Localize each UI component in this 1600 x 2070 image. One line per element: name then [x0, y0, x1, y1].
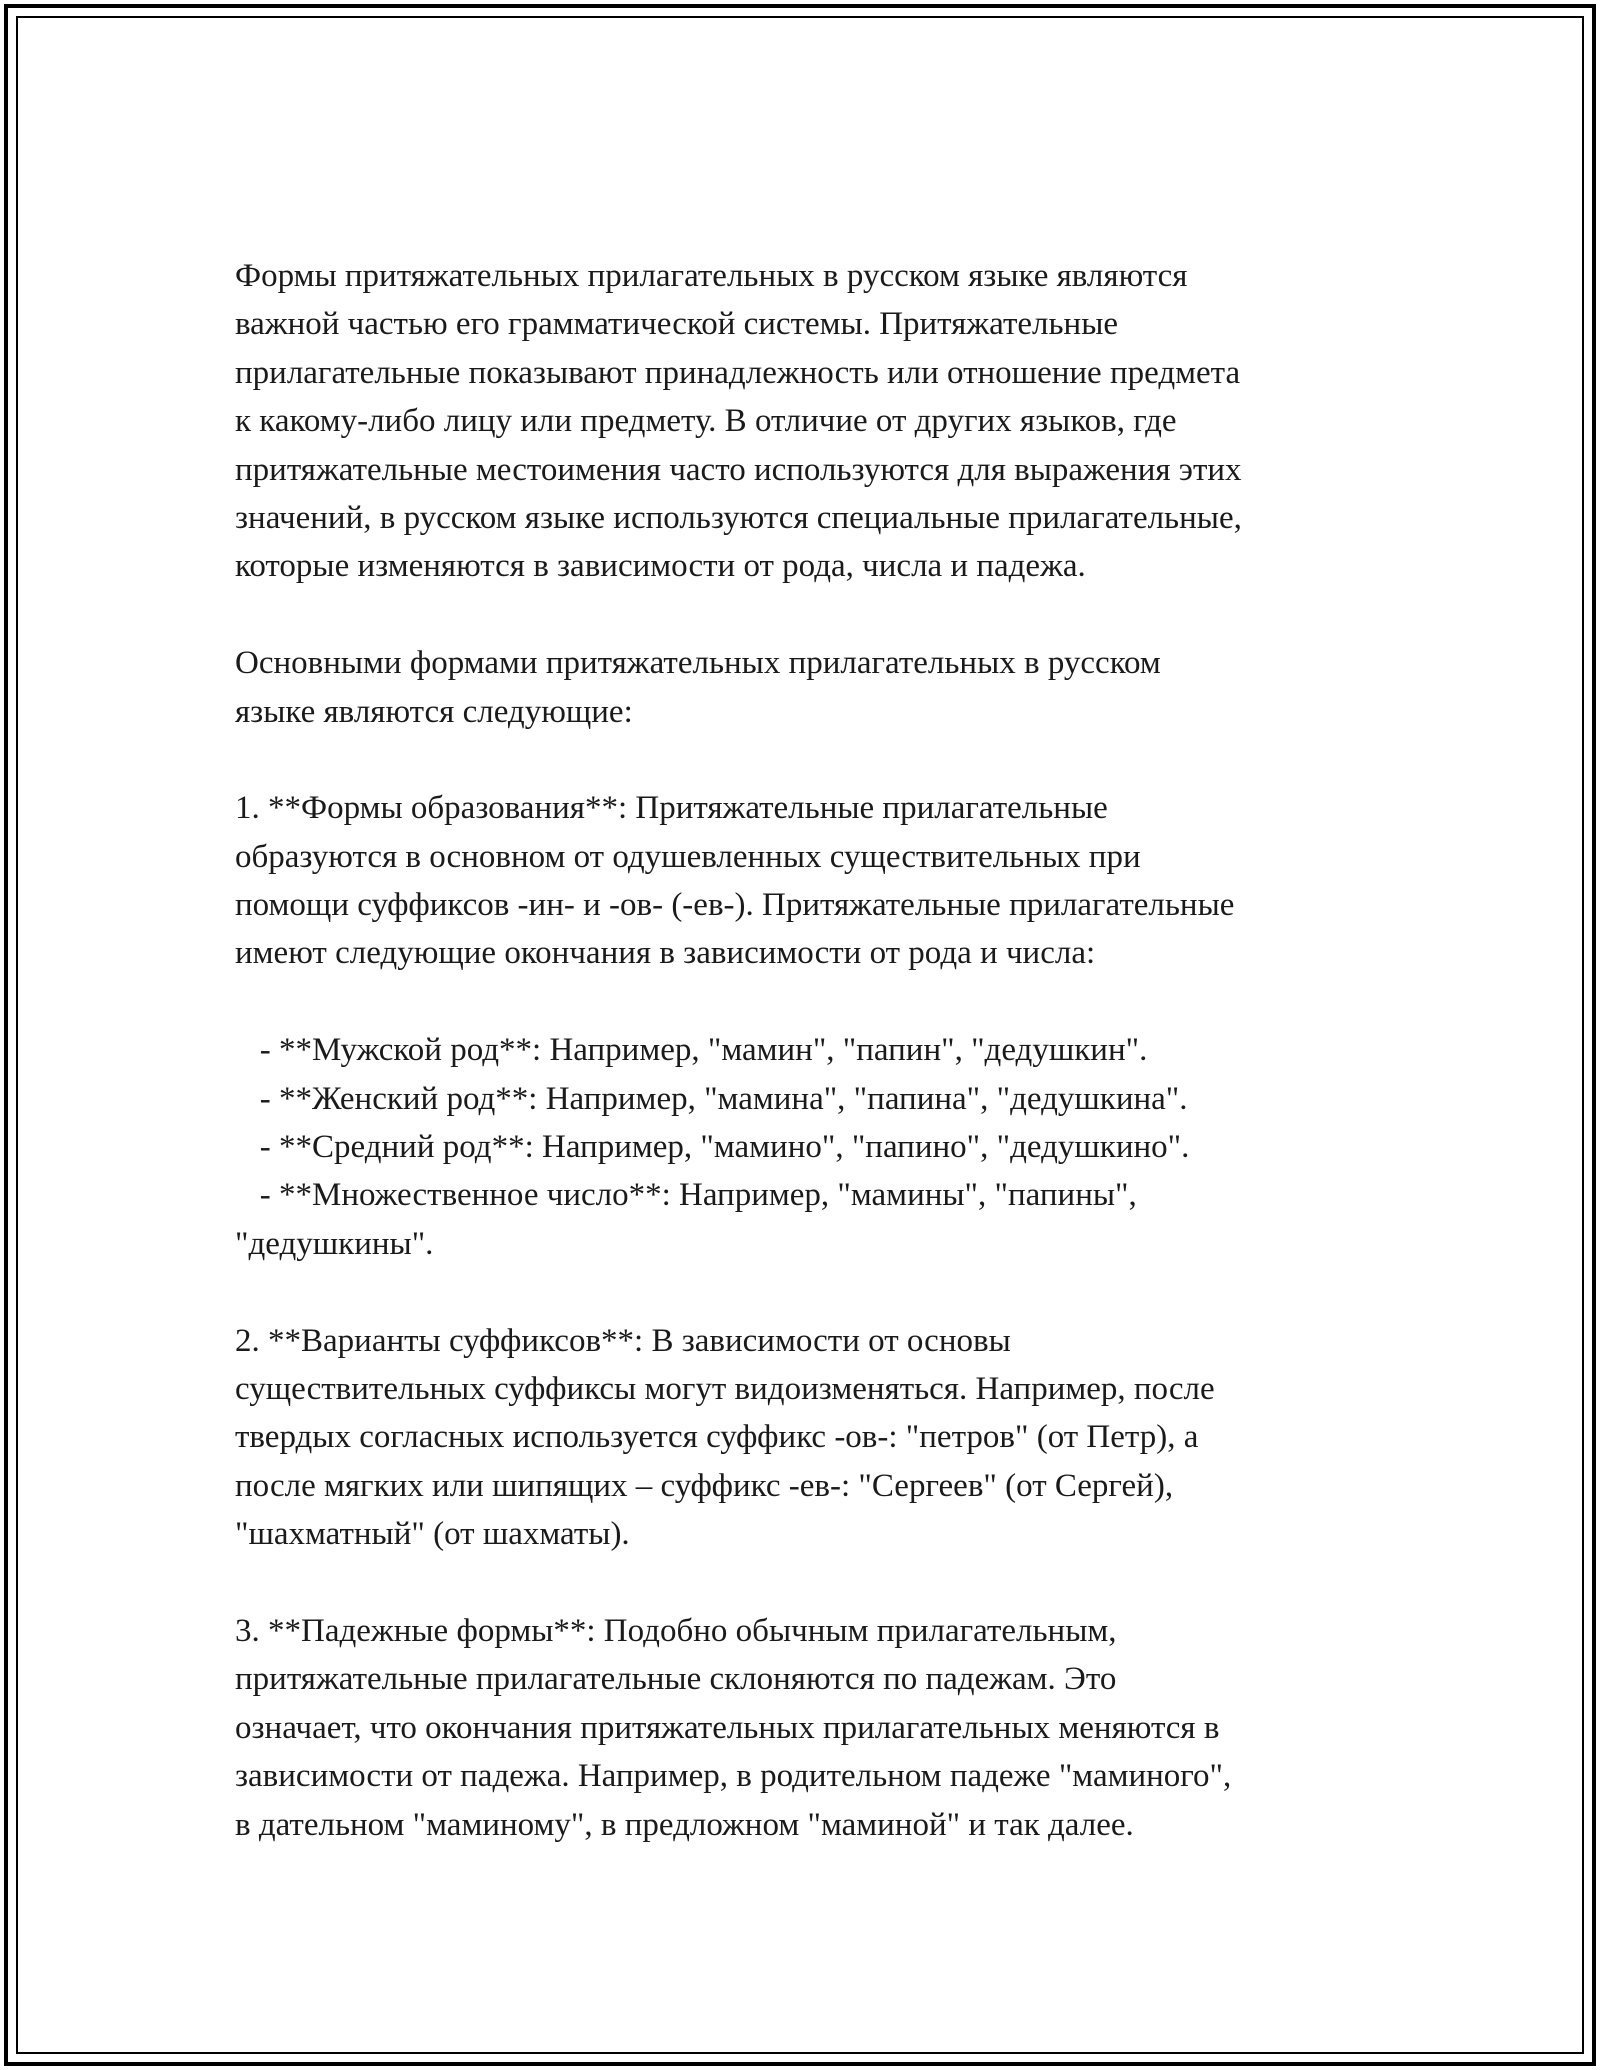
- text-line: "шахматный" (от шахматы).: [235, 1516, 630, 1553]
- text-line: образуются в основном от одушевленных существительных при: [235, 838, 1141, 875]
- text-line: в дательном "маминому", в предложном "маминой" и так далее.: [235, 1806, 1134, 1843]
- text-line: значений, в русском языке используются специальные прилагательные,: [235, 499, 1242, 536]
- text-line: "дедушкины".: [235, 1225, 434, 1262]
- blank-line: [235, 1559, 1395, 1607]
- text-line: означает, что окончания притяжательных прилагательных меняются в: [235, 1709, 1220, 1746]
- text-line: 1. **Формы образования**: Притяжательные прилагательные: [235, 790, 1108, 827]
- text-line: к какому-либо лицу или предмету. В отличие от других языков, где: [235, 403, 1177, 440]
- text-line: притяжательные прилагательные склоняются по падежам. Это: [235, 1661, 1117, 1698]
- text-line: имеют следующие окончания в зависимости от рода и числа:: [235, 935, 1096, 972]
- text-line: существительных суффиксы могут видоизменяться. Например, после: [235, 1370, 1215, 1407]
- text-line: 2. **Варианты суффиксов**: В зависимости от основы: [235, 1322, 1011, 1359]
- text-line: - **Множественное число**: Например, "мамины", "папины",: [235, 1177, 1137, 1214]
- blank-line: [235, 591, 1395, 639]
- text-line: Формы притяжательных прилагательных в русском языке являются: [235, 258, 1188, 294]
- text-line: Основными формами притяжательных прилагательных в русском: [235, 645, 1161, 682]
- text-line: зависимости от падежа. Например, в родительном падеже "маминого",: [235, 1758, 1232, 1795]
- text-line: языке являются следующие:: [235, 693, 633, 730]
- text-line: - **Средний род**: Например, "мамино", "папино", "дедушкино".: [235, 1129, 1190, 1166]
- text-line: - **Женский род**: Например, "мамина", "папина", "дедушкина".: [235, 1080, 1188, 1117]
- text-line: важной частью его грамматической системы. Притяжательные: [235, 306, 1119, 343]
- text-line: помощи суффиксов -ин- и -ов- (-ев-). Притяжательные прилагательные: [235, 887, 1235, 924]
- blank-line: [235, 978, 1395, 1026]
- blank-line: [235, 736, 1395, 784]
- text-line: которые изменяются в зависимости от рода, числа и падежа.: [235, 548, 1086, 585]
- text-line: после мягких или шипящих – суффикс -ев-: "Сергеев" (от Сергей),: [235, 1467, 1174, 1504]
- blank-line: [235, 1268, 1395, 1316]
- text-line: твердых согласных используется суффикс -ов-: "петров" (от Петр), а: [235, 1419, 1199, 1456]
- text-line: 3. **Падежные формы**: Подобно обычным прилагательным,: [235, 1612, 1117, 1649]
- text-line: - **Мужской род**: Например, "мамин", "папин", "дедушкин".: [235, 1032, 1148, 1069]
- text-line: притяжательные местоимения часто используются для выражения этих: [235, 451, 1242, 488]
- text-line: прилагательные показывают принадлежность или отношение предмета: [235, 354, 1241, 391]
- document-body: [235, 252, 1395, 1849]
